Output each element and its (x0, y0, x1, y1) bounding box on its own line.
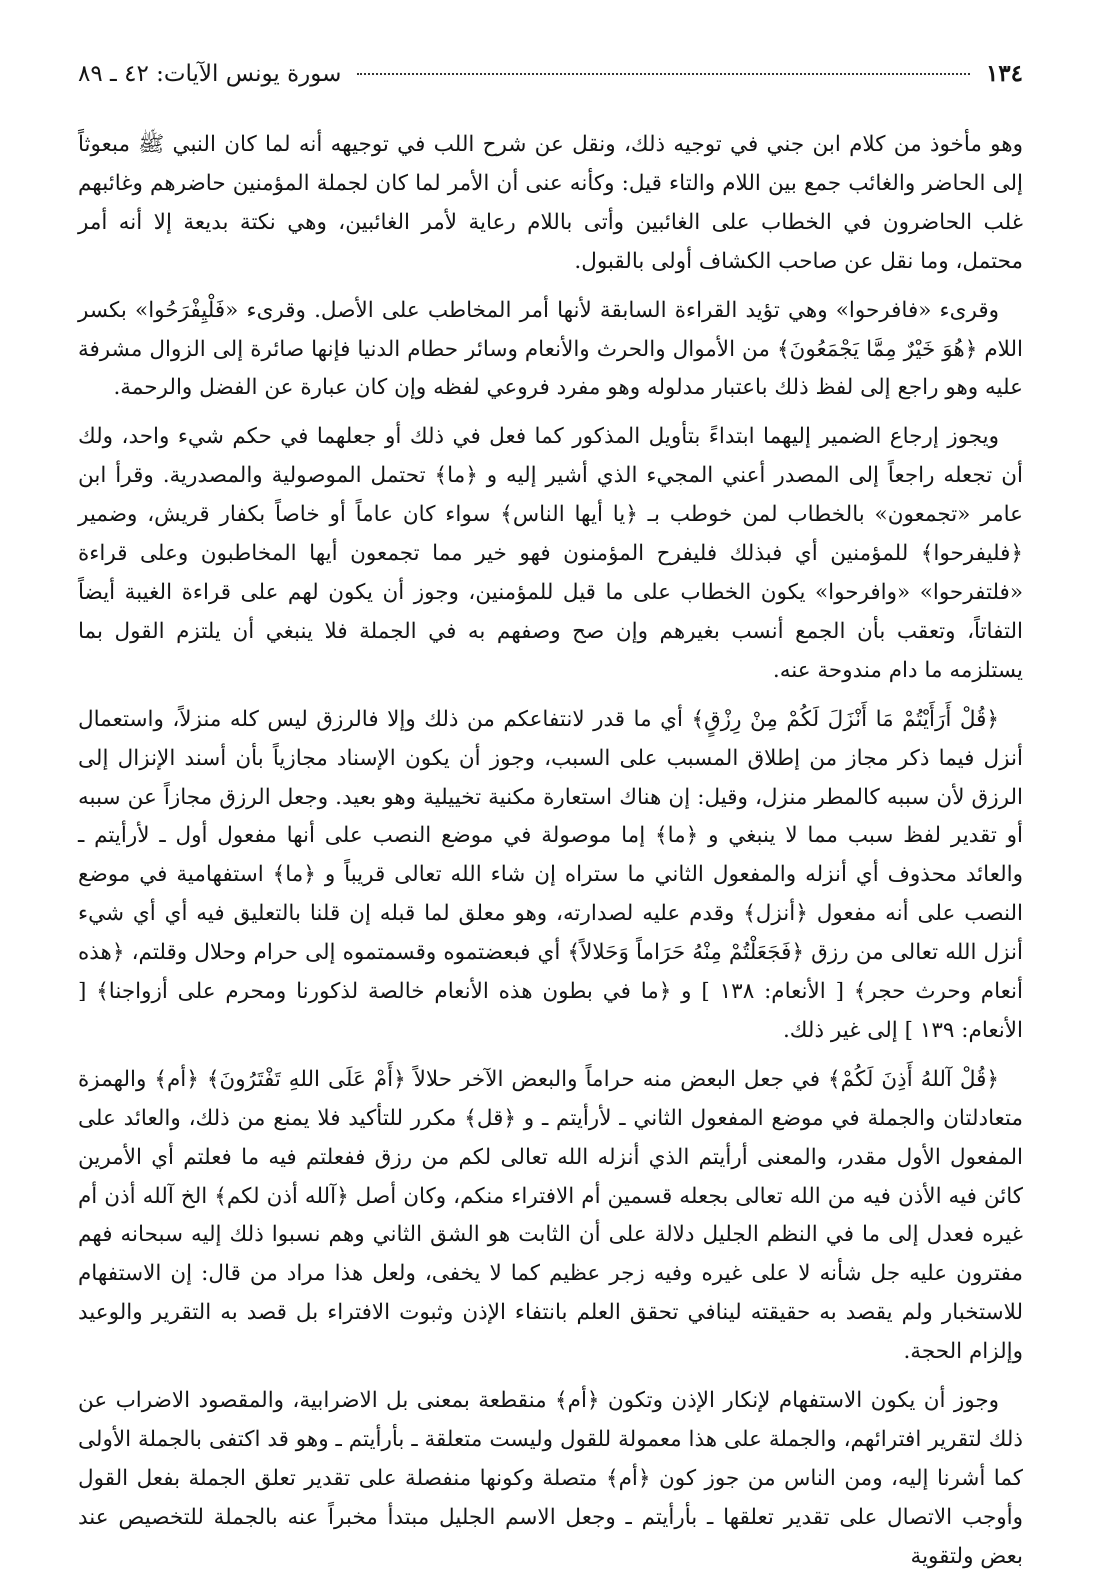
paragraph: ﴿قُلْ أَرَأَيْتُمْ مَا أَنْزَلَ لَكُمْ مِنْ رِزْقٍ﴾ أي ما قدر لانتفاعكم من ذلك وإلا فالرزق ليس كله منزلاً، واستعمال أنزل فيما ذكر مجاز من إطلاق المسبب على السبب، وجوز أن يكون الإسناد مجازياً بأن أسند الإنزال إلى الرزق لأن سببه كالمطر منزل، وقيل: إن هناك استعارة مكنية تخييلية وهو بعيد. وجعل الرزق مجازاً عن سببه أو تقدير لفظ سبب مما لا ينبغي و ﴿ما﴾ إما موصولة في موضع النصب على أنها مفعول أول ـ لأرأيتم ـ والعائد محذوف أي أنزله والمفعول الثاني ما ستراه إن شاء الله تعالى قريباً و ﴿ما﴾ استفهامية في موضع النصب على أنه مفعول ﴿أنزل﴾ وقدم عليه لصدارته، وهو معلق لما قبله إن قلنا بالتعليق فيه أي أي شيء أنزل الله تعالى من رزق ﴿فَجَعَلْتُمْ مِنْهُ حَرَاماً وَحَلالاً﴾ أي فبعضتموه وقسمتموه إلى حرام وحلال وقلتم، ﴿هذه أنعام وحرث حجر﴾ [ الأنعام: ١٣٨ ] و ﴿ما في بطون هذه الأنعام خالصة لذكورنا ومحرم على أزواجنا﴾ [ الأنعام: ١٣٩ ] إلى غير ذلك. (78, 706, 1024, 1043)
page-body (78, 126, 1024, 1569)
paragraph: وهو مأخوذ من كلام ابن جني في توجيه ذلك، ونقل عن شرح اللب في توجيهه أنه لما كان النبي ﷺ مبعوثاً إلى الحاضر والغائب جمع بين اللام والتاء قيل: وكأنه عنى أن الأمر لما كان لجملة المؤمنين حاضرهم وغائبهم غلب الحاضرون في الخطاب على الغائبين وأتى باللام رعاية لأمر الغائبين، وهي نكتة بديعة إلا أنه أمر محتمل، وما نقل عن صاحب الكشاف أولى بالقبول. (78, 132, 1023, 274)
header-dotted-leader (357, 73, 970, 75)
page-number: ١٣٤ (985, 60, 1023, 87)
paragraph: ويجوز إرجاع الضمير إليهما ابتداءً بتأويل المذكور كما فعل في ذلك أو جعلهما في حكم شيء واحد، ولك أن تجعله راجعاً إلى المصدر أعني المجيء الذي أشير إليه و ﴿ما﴾ تحتمل الموصولية والمصدرية. وقرأ ابن عامر «تجمعون» بالخطاب لمن خوطب بـ ﴿يا أيها الناس﴾ سواء كان عاماً أو خاصاً بكفار قريش، وضمير ﴿فليفرحوا﴾ للمؤمنين أي فبذلك فليفرح المؤمنون فهو خير مما تجمعون أيها المخاطبون وعلى قراءة «فلتفرحوا» «وافرحوا» يكون الخطاب على ما قيل للمؤمنين، وجوز أن يكون لهم على قراءة الغيبة أيضاً التفاتاً، وتعقب بأن الجمع أنسب بغيرهم وإن صح وصفهم به في الجملة فلا ينبغي أن يلتزم القول بما يستلزمه ما دام مندوحة عنه. (78, 424, 1023, 683)
page-header (78, 60, 1023, 94)
running-title: سورة يونس الآيات: ٤٢ ـ ٨٩ (78, 61, 342, 87)
paragraph: وقرىء «فافرحوا» وهي تؤيد القراءة السابقة لأنها أمر المخاطب على الأصل. وقرىء «فَلْيِفْرَحُوا» بكسر اللام ﴿هُوَ خَيْرٌ مِمَّا يَجْمَعُونَ﴾ من الأموال والحرث والأنعام وسائر حطام الدنيا فإنها صائرة إلى الزوال مشرفة عليه وهو راجع إلى لفظ ذلك باعتبار مدلوله وهو مفرد فروعي لفظه وإن كان عبارة عن الفضل والرحمة. (78, 297, 1023, 401)
paragraph: ﴿قُلْ آللهُ أَذِنَ لَكُمْ﴾ في جعل البعض منه حراماً والبعض الآخر حلالاً ﴿أَمْ عَلَى اللهِ تَفْتَرُونَ﴾ ﴿أم﴾ والهمزة متعادلتان والجملة في موضع المفعول الثاني ـ لأرأيتم ـ و ﴿قل﴾ مكرر للتأكيد فلا يمنع من ذلك، والعائد على المفعول الأول مقدر، والمعنى أرأيتم الذي أنزله الله تعالى لكم من رزق ففعلتم فيه ما فعلتم أي الأمرين كائن فيه الأذن فيه من الله تعالى بجعله قسمين أم الافتراء منكم، وكان أصل ﴿آلله أذن لكم﴾ الخ آلله أذن أم غيره فعدل إلى ما في النظم الجليل دلالة على أن الثابت هو الشق الثاني وهم نسبوا ذلك إليه سبحانه فهم مفترون عليه جل شأنه لا على غيره وفيه زجر عظيم كما لا يخفى، ولعل هذا مراد من قال: إن الاستفهام للاستخبار ولم يقصد به حقيقته لينافي تحقق العلم بانتفاء الإذن وثبوت الافتراء بل قصد به التقرير والوعيد وإلزام الحجة. (78, 1066, 1023, 1365)
paragraph: وجوز أن يكون الاستفهام لإنكار الإذن وتكون ﴿أم﴾ منقطعة بمعنى بل الاضرابية، والمقصود الاضراب عن ذلك لتقرير افترائهم، والجملة على هذا معمولة للقول وليست متعلقة ـ بأرأيتم ـ وهو قد اكتفى بالجملة الأولى كما أشرنا إليه، ومن الناس من جوز كون ﴿أم﴾ متصلة وكونها منفصلة على تقدير تعلق الجملة بفعل القول وأوجب الاتصال على تقدير تعلقها ـ بأرأيتم ـ وجعل الاسم الجليل مبتدأ مخبراً عنه بالجملة للتخصيص عند بعض ولتقوية (78, 1388, 1023, 1569)
